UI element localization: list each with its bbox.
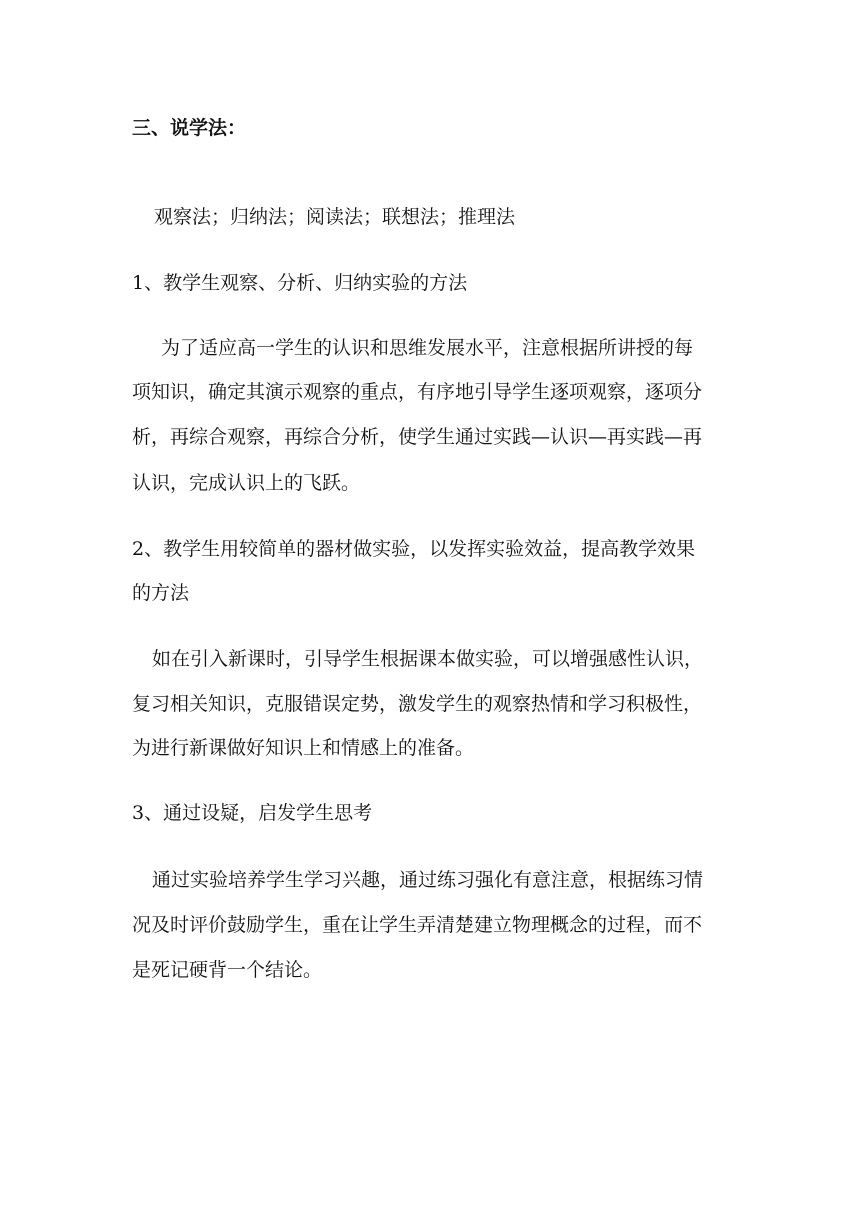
section3-title: 3、通过设疑，启发学生思考 (132, 802, 373, 824)
section2-title: 2、教学生用较简单的器材做实验，以发挥实验效益，提高教学效果 (132, 538, 696, 560)
section-heading: 三、说学法： (132, 117, 247, 139)
section2-paragraph-line: 为进行新课做好知识上和情感上的准备。 (132, 737, 475, 759)
section3-paragraph-line: 是死记硬背一个结论。 (132, 959, 323, 981)
section2-paragraph-line: 如在引入新课时，引导学生根据课本做实验，可以增强感性认识， (152, 648, 704, 670)
section1-title: 1、教学生观察、分析、归纳实验的方法 (132, 272, 468, 294)
section1-paragraph-line: 认识，完成认识上的飞跃。 (132, 472, 361, 494)
section1-paragraph-line: 项知识，确定其演示观察的重点，有序地引导学生逐项观察，逐项分 (132, 381, 703, 403)
section2-paragraph-line: 复习相关知识，克服错误定势，激发学生的观察热情和学习积极性， (132, 693, 703, 715)
section3-paragraph-line: 况及时评价鼓励学生，重在让学生弄清楚建立物理概念的过程，而不 (132, 914, 703, 936)
section1-paragraph-line: 为了适应高一学生的认识和思维发展水平，注意根据所讲授的每 (161, 337, 694, 359)
methods-line: 观察法；归纳法；阅读法；联想法；推理法 (154, 206, 516, 228)
section1-paragraph-line: 析，再综合观察，再综合分析，使学生通过实践—认识—再实践—再 (132, 426, 703, 448)
section2-title: 的方法 (132, 582, 190, 604)
section3-paragraph-line: 通过实验培养学生学习兴趣，通过练习强化有意注意，根据练习情 (152, 869, 704, 891)
